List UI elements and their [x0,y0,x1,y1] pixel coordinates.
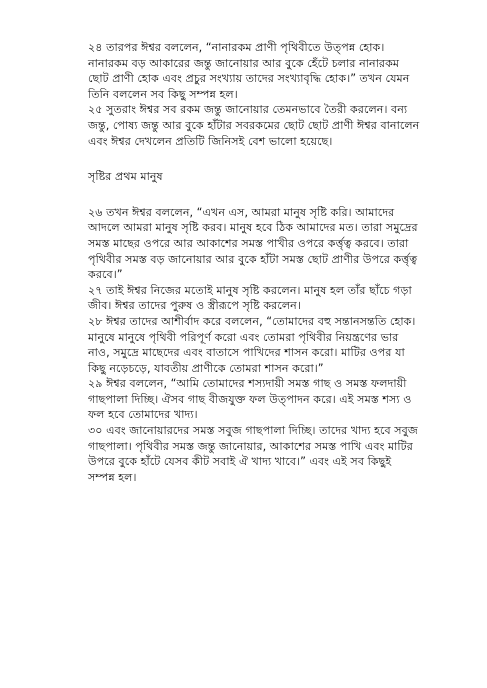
verse-30: ৩০ এবং জানোয়ারদের সমস্ত সবুজ গাছপালা দিচ্ছি। তাদের খাদ্য হবে সবুজ গাছপালা। পৃথিবীর সমস্ত জন্তু জানোয়ার, আকাশের সমস্ত পাখি এবং মাটির উপরে বুকে হাঁটে যেসব কীট সবাই ঐ খাদ্য খাবে।” এবং এই সব কিছুই সম্পন্ন হল। [88,424,418,484]
verse-28: ২৮ ঈশ্বর তাদের আশীর্বাদ করে বললেন, “তোমাদের বহু সন্তানসন্ততি হোক। মানুষে মানুষে পৃথিবী পরিপূর্ণ করো এবং তোমরা পৃথিবীর নিয়ন্ত্রণের ভার নাও, সমুদ্রে মাছেদের এবং বাতাসে পাখিদের শাসন করো। মাটির ওপর যা কিছু নড়েচড়ে, যাবতীয় প্রাণীকে তোমরা শাসন করো।” [88,314,416,375]
verse-29: ২৯ ঈশ্বর বললেন, “আমি তোমাদের শস্যদায়ী সমস্ত গাছ ও সমস্ত ফলদায়ী গাছপালা দিচ্ছি। ঐসব গাছ বীজযুক্ত ফল উত্পাদন করে। এই সমস্ত শস্য ও ফল হবে তোমাদের খাদ্য। [88,377,412,422]
verse-25: ২৫ সুতরাং ঈশ্বর সব রকম জন্তু জানোয়ার তেমনভাবে তৈরী করলেন। বন্য জন্তু, পোষ্য জন্তু আর বুকে হাঁটার সবরকমের ছোট ছোট প্রাণী ঈশ্বর বানালেন এবং ঈশ্বর দেখলেন প্রতিটি জিনিসই বেশ ভালো হয়েছে। [88,103,420,148]
document-page [88,40,420,485]
section-heading: সৃষ্টির প্রথম মানুষ [88,170,163,184]
verse-26: ২৬ তখন ঈশ্বর বললেন, “এখন এস, আমরা মানুষ সৃষ্টি করি। আমাদের আদলে আমরা মানুষ সৃষ্টি করব। মানুষ হবে ঠিক আমাদের মত। তারা সমুদ্রের সমস্ত মাছের ওপরে আর আকাশের সমস্ত পাখীর ওপরে কর্ত্তৃত্ব করবে। তারা পৃথিবীর সমস্ত বড় জানোয়ার আর বুকে হাঁটা সমস্ত ছোট প্রাণীর উপরে কর্ত্তৃত্ব করবে।” [88,205,418,282]
verse-24: ২৪ তারপর ঈশ্বর বললেন, “নানারকম প্রাণী পৃথিবীতে উত্পন্ন হোক। নানারকম বড় আকারের জন্তু জানোয়ার আর বুকে হেঁটে চলার নানারকম ছোট প্রাণী হোক এবং প্রচুর সংখ্যায় তাদের সংখ্যাবৃদ্ধি হোক।” তখন যেমন তিনি বললেন সব কিছু সম্পন্ন হল। [88,41,410,101]
verse-27: ২৭ তাই ঈশ্বর নিজের মতোই মানুষ সৃষ্টি করলেন। মানুষ হল তাঁর ছাঁচে গড়া জীব। ঈশ্বর তাদের পুরুষ ও স্ত্রীরূপে সৃষ্টি করলেন। [88,283,412,313]
